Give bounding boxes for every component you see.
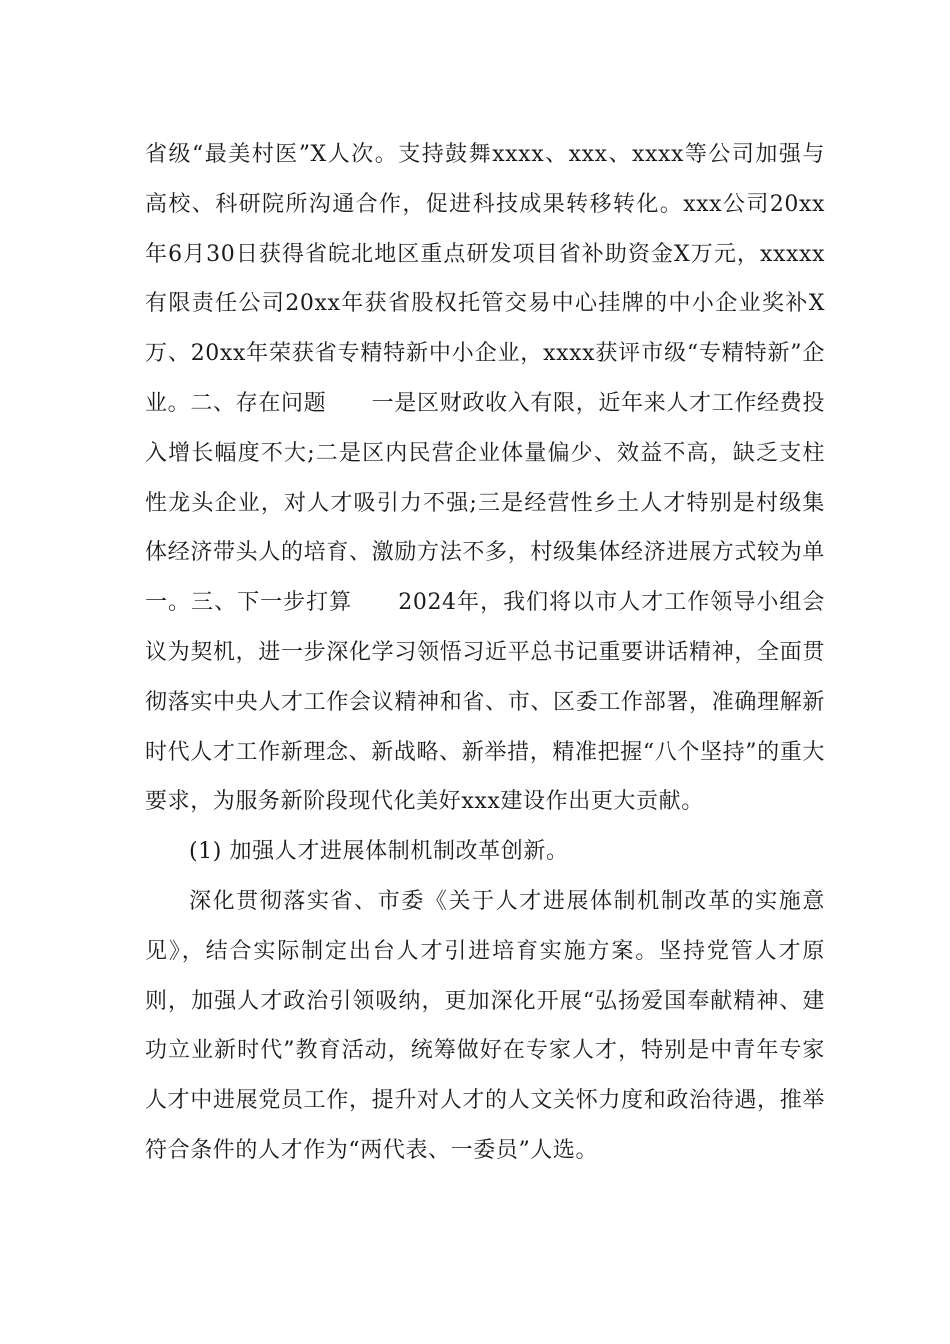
section-heading-1: (1) 加强人才进展体制机制改革创新。 xyxy=(189,839,569,865)
body-paragraph-continuation: 省级“最美村医”X人次。支持鼓舞xxxx、xxx、xxxx等公司加强与高校、科研院所沟通合作，促进科技成果转移转化。xxx公司20xx年6月30日获得省皖北地区重点研发项目省补助资金X万元，xxxxx有限责任公司20xx年获省股权托管交易中心挂牌的中小企业奖补X万、20xx年荣获省专精特新中小企业，xxxx获评市级“专精特新”企业。二、存在问题 一是区财政收入有限，近年来人才工作经费投入增长幅度不大;二是区内民营企业体量偏少、效益不高，缺乏支柱性龙头企业，对人才吸引力不强;三是经营性乡土人才特别是村级集体经济带头人的培育、激励方法不多，村级集体经济进展方式较为单一。三、下一步打算 2024年，我们将以市人才工作领导小组会议为契机，进一步深化学习领悟习近平总书记重要讲话精神，全面贯彻落实中央人才工作会议精神和省、市、区委工作部署，准确理解新时代人才工作新理念、新战略、新举措，精准把握“八个坚持”的重大要求，为服务新阶段现代化美好xxx建设作出更大贡献。 xyxy=(145,142,825,815)
body-paragraph-section-1: 深化贯彻落实省、市委《关于人才进展体制机制改革的实施意见》，结合实际制定出台人才引进培育实施方案。坚持党管人才原则，加强人才政治引领吸纳，更加深化开展“弘扬爱国奉献精神、建功立业新时代”教育活动，统筹做好在专家人才，特别是中青年专家人才中进展党员工作，提升对人才的人文关怀力度和政治待遇，推举符合条件的人才作为“两代表、一委员”人选。 xyxy=(145,888,825,1163)
document-body xyxy=(145,130,825,1176)
